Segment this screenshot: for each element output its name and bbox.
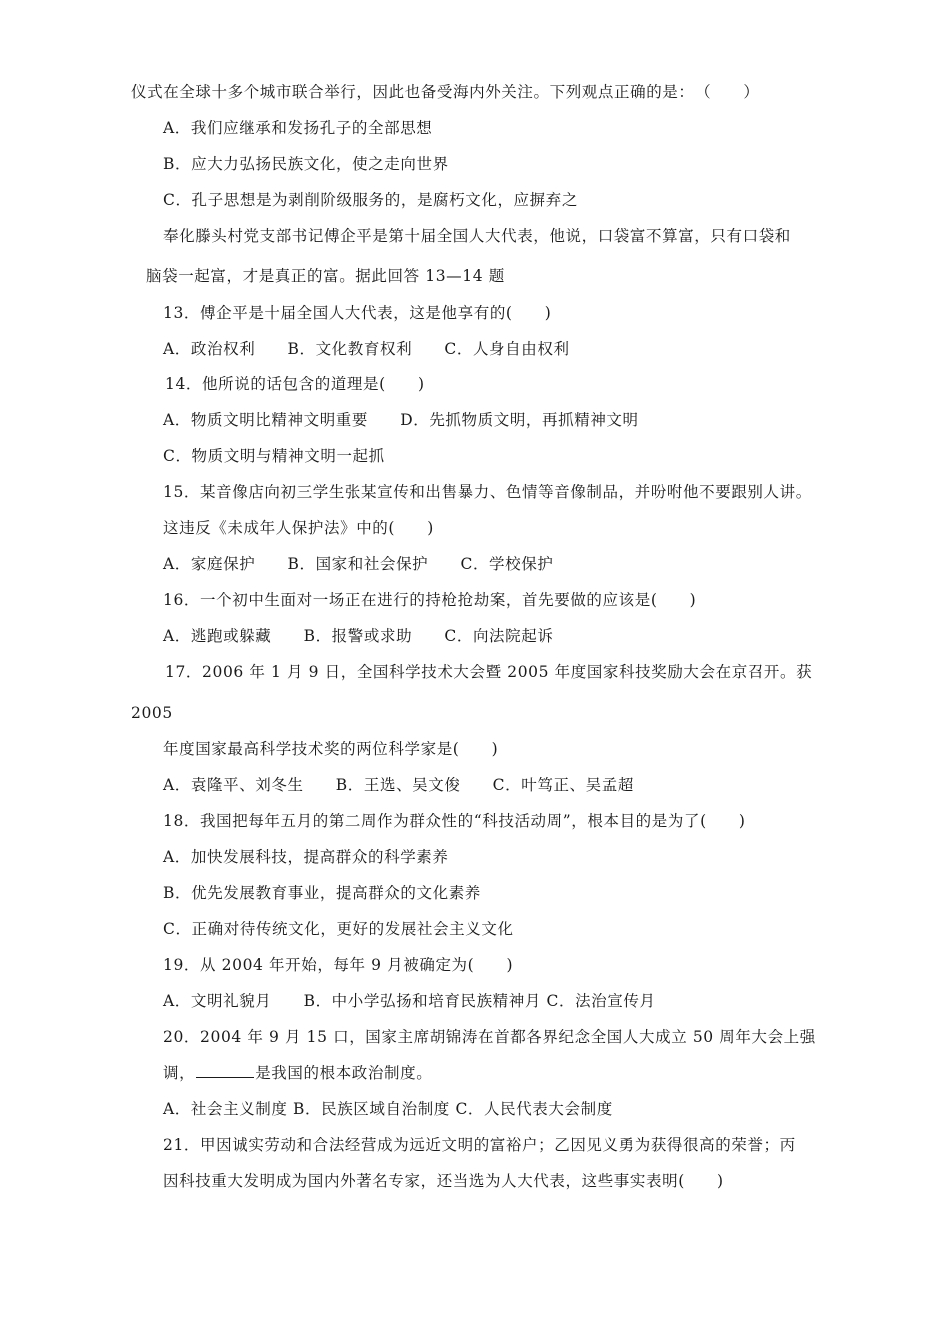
- text-line-option-c: C．孔子思想是为剥削阶级服务的，是腐朽文化，应摒弃之: [163, 191, 578, 209]
- text-line-question-17: 17．2006 年 1 月 9 日，全国科学技术大会暨 2005 年度国家科技奖励大会在京召开。获: [165, 663, 813, 681]
- text-line-passage-cont: 脑袋一起富，才是真正的富。据此回答 13—14 题: [146, 267, 505, 285]
- text-line-question-17-cont: 年度国家最高科学技术奖的两位科学家是( ): [163, 740, 499, 758]
- text-line-question-14-option-c: C．物质文明与精神文明一起抓: [163, 447, 385, 465]
- text-line-question-15-cont: 这违反《未成年人保护法》中的( ): [163, 519, 434, 537]
- text-line-question-16-options: A．逃跑或躲藏 B．报警或求助 C．向法院起诉: [163, 627, 554, 645]
- fill-in-blank: [196, 1063, 254, 1078]
- text-line-option-b: B．应大力弘扬民族文化，使之走向世界: [163, 155, 449, 173]
- text-line-question-14-options: A．物质文明比精神文明重要 D．先抓物质文明，再抓精神文明: [163, 411, 639, 429]
- text-line-question-15: 15．某音像店向初三学生张某宣传和出售暴力、色情等音像制品，并吩咐他不要跟别人讲。: [163, 483, 812, 501]
- text-line-question-19-options: A．文明礼貌月 B．中小学弘扬和培育民族精神月 C．法治宣传月: [163, 992, 656, 1010]
- text-line-question-21: 21．甲因诚实劳动和合法经营成为远近文明的富裕户；乙因见义勇为获得很高的荣誉；丙: [163, 1136, 796, 1154]
- text-line-question-19: 19．从 2004 年开始，每年 9 月被确定为( ): [163, 956, 514, 974]
- text-line-question-18-option-a: A．加快发展科技，提高群众的科学素养: [163, 848, 449, 866]
- text-line-question-21-cont: 因科技重大发明成为国内外著名专家，还当选为人大代表，这些事实表明( ): [163, 1172, 724, 1190]
- text-line-question-16: 16．一个初中生面对一场正在进行的持枪抢劫案，首先要做的应该是( ): [163, 591, 697, 609]
- text-line-question-18-option-c: C．正确对待传统文化，更好的发展社会主义文化: [163, 920, 514, 938]
- text-line-passage: 奉化滕头村党支部书记傅企平是第十届全国人大代表，他说，口袋富不算富，只有口袋和: [163, 227, 791, 245]
- question-20-suffix: 是我国的根本政治制度。: [255, 1064, 433, 1082]
- text-line-question-12-stem: 仪式在全球十多个城市联合举行，因此也备受海内外关注。下列观点正确的是： （ ）: [131, 83, 760, 101]
- text-line-question-20: 20．2004 年 9 月 15 口，国家主席胡锦涛在首都各界纪念全国人大成立 50 周年大会上强: [163, 1028, 816, 1046]
- text-line-question-14: 14．他所说的话包含的道理是( ): [165, 375, 425, 393]
- text-line-question-18: 18．我国把每年五月的第二周作为群众性的“科技活动周”，根本目的是为了( ): [163, 812, 746, 830]
- text-line-question-17-options: A．袁隆平、刘冬生 B．王选、吴文俊 C．叶笃正、吴孟超: [163, 776, 634, 794]
- text-line-question-17-year: 2005: [131, 704, 173, 722]
- text-line-question-13-options: A．政治权利 B．文化教育权利 C．人身自由权利: [163, 340, 570, 358]
- text-line-question-18-option-b: B．优先发展教育事业，提高群众的文化素养: [163, 884, 481, 902]
- text-line-option-a: A．我们应继承和发扬孔子的全部思想: [163, 119, 433, 137]
- text-line-question-20-options: A．社会主义制度 B．民族区域自治制度 C．人民代表大会制度: [163, 1100, 613, 1118]
- text-line-question-20-cont: [163, 1063, 432, 1083]
- question-20-prefix: 调，: [163, 1064, 196, 1082]
- text-line-question-15-options: A．家庭保护 B．国家和社会保护 C．学校保护: [163, 555, 554, 573]
- text-line-question-13: 13．傅企平是十届全国人大代表，这是他享有的( ): [163, 304, 552, 322]
